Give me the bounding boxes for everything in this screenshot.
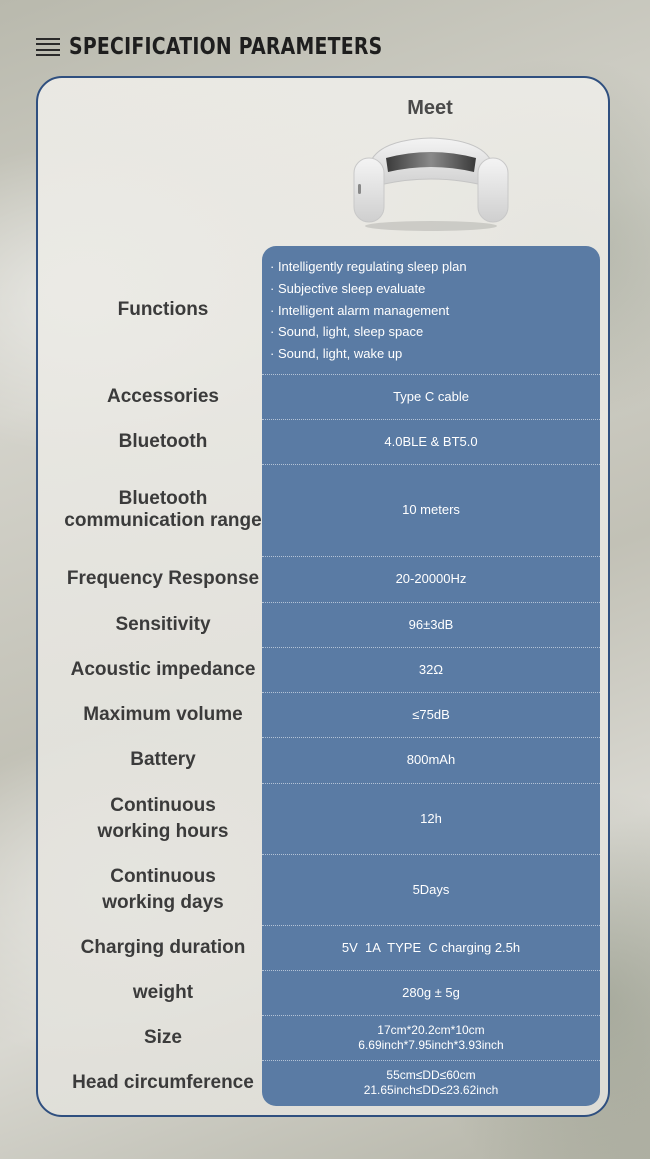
spec-row-bluetooth (38, 419, 610, 464)
sleep-headphone-image (350, 132, 512, 232)
function-item: · Subjective sleep evaluate (270, 280, 426, 296)
spec-label: Acoustic impedance (70, 658, 256, 680)
page-title: SPECIFICATION PARAMETERS (69, 34, 383, 60)
spec-label: Functions (117, 299, 209, 320)
function-item: · Sound, light, wake up (270, 346, 403, 362)
spec-row-weight (38, 970, 610, 1015)
spec-value-line: 55cm≤DD≤60cm (386, 1068, 476, 1082)
spec-value-line: 6.69inch*7.95inch*3.93inch (358, 1037, 504, 1052)
product-name: Meet (407, 97, 453, 119)
spec-value: Type C cable (393, 388, 469, 404)
header (36, 30, 451, 64)
spec-row-sensitivity (38, 602, 610, 647)
spec-label: Continuous working hours (97, 794, 229, 842)
spec-label: Battery (130, 749, 196, 770)
spec-value-line: 21.65inch≤DD≤23.62inch (363, 1083, 499, 1097)
spec-value: 20-20000Hz (395, 571, 467, 586)
spec-label: Bluetooth communication range (64, 488, 262, 531)
spec-value: 800mAh (406, 752, 456, 767)
spec-value: 12h (420, 810, 442, 826)
spec-label: Frequency Response (66, 568, 260, 589)
spec-row-size (38, 1015, 610, 1060)
spec-value: 4.0BLE & BT5.0 (384, 433, 478, 449)
spec-row-working-hours (38, 783, 610, 854)
spec-row-impedance (38, 647, 610, 692)
spec-value: 96±3dB (408, 616, 454, 632)
spec-label: Maximum volume (83, 703, 243, 725)
spec-value: 5Days (412, 881, 450, 897)
spec-label: Size (143, 1026, 183, 1048)
spec-row-charging (38, 925, 610, 970)
spec-row-volume (38, 692, 610, 737)
spec-label: Accessories (107, 385, 219, 407)
spec-value: 32Ω (418, 661, 444, 677)
spec-row-bluetooth-range (38, 464, 610, 556)
spec-value: 5V 1A TYPE C charging 2.5h (341, 939, 521, 955)
spec-value: 10 meters (402, 502, 460, 517)
spec-value: 280g ± 5g (402, 984, 460, 1000)
spec-row-working-days (38, 854, 610, 925)
spec-label: Continuous working days (102, 865, 224, 913)
spec-label: Head circumference (72, 1072, 254, 1093)
spec-value (262, 1015, 600, 1060)
spec-row-battery (38, 737, 610, 783)
spec-value-line: 17cm*20.2cm*10cm (377, 1022, 485, 1037)
spec-label: Bluetooth (118, 430, 208, 452)
function-item: · Intelligently regulating sleep plan (270, 259, 467, 274)
functions-list (270, 256, 467, 365)
spec-row-head-circumference (38, 1060, 610, 1106)
spec-row-frequency (38, 556, 610, 602)
spec-label: weight (132, 981, 194, 1003)
spec-value: ≤75dB (412, 706, 450, 722)
function-item: · Sound, light, sleep space (270, 324, 424, 340)
spec-label: Sensitivity (115, 613, 211, 635)
menu-icon[interactable] (36, 38, 60, 56)
spec-value (262, 1060, 600, 1106)
function-item: · Intelligent alarm management (270, 302, 450, 318)
spec-label: Charging duration (80, 936, 246, 958)
spec-row-accessories (38, 374, 610, 419)
